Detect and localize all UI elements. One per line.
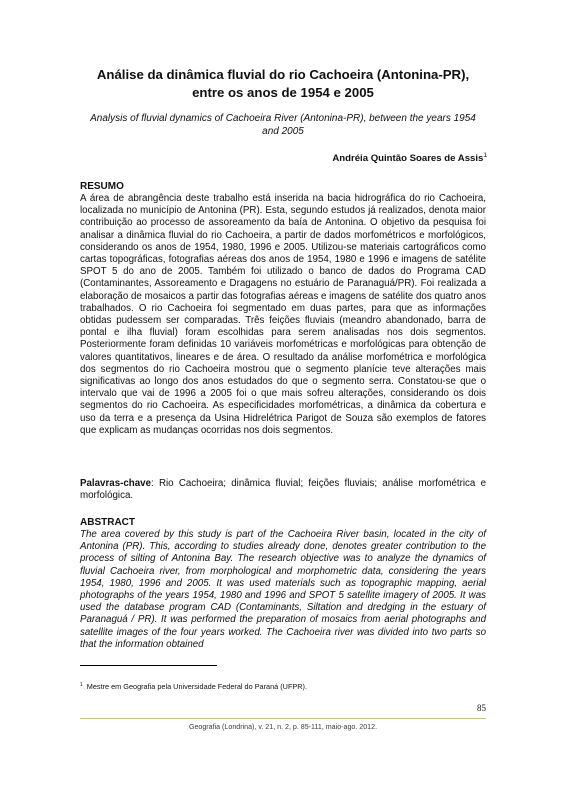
page-number: 85 <box>477 703 486 713</box>
journal-citation-footer: Geografia (Londrina), v. 21, n. 2, p. 85-111, maio-ago. 2012. <box>188 723 378 731</box>
article-title-line2: entre os anos de 1954 e 2005 <box>192 85 374 100</box>
footer-divider <box>80 718 486 719</box>
abstract-heading: ABSTRACT <box>80 517 135 528</box>
abstract-text: The area covered by this study is part of the Cachoeira River basin, located in the city of Antonina (PR). This, according to studies already done, denotes greater contribution to the process of silting of Antonina Bay. The research objective was to analyze the dynamics of fluvial Cachoeira river, from morphological and morphometric data, considering the years 1954, 1980, 1996 and 2005. It was used materials such as topographic mapping, aerial photographs of the years 1954, 1980 and 1996 and SPOT 5 satellite imagery of 2005. It was used the database program CAD (Contaminants, Siltation and dredging in the estuary of Paranaguá / PR). It was performed the preparation of mosaics from aerial photographs and satellite images of the four years worked. The Cachoeira river was divided into two parts so that the information obtained <box>80 529 486 650</box>
keywords-section <box>80 478 486 502</box>
article-title-line1: Análise da dinâmica fluvial do rio Cachoeira (Antonina-PR), <box>96 67 470 82</box>
resumo-heading: RESUMO <box>80 181 124 192</box>
resumo-section <box>80 181 486 437</box>
keywords-label: Palavras-chave <box>80 478 152 489</box>
author-footnote-mark: 1 <box>483 152 487 159</box>
footnote-divider <box>80 665 217 666</box>
article-subtitle <box>80 112 486 138</box>
resumo-text: A área de abrangência deste trabalho está inserida na bacia hidrográfica do rio Cachoeira, localizada no município de Antonina (PR). Esta, segundo estudos já realizados, denota maior contribuição ao processo de assoreamento da baía de Antonina. O objetivo da pesquisa foi analisar a dinâmica fluvial do rio Cachoeira, a partir de dados morfométricos e morfológicos, considerando os anos de 1954, 1980, 1996 e 2005. Utilizou-se materiais cartográficos como cartas topográficas, fotografias aéreas dos anos de 1954, 1980 e 1996 e imagens de satélite SPOT 5 do ano de 2005. Também foi utilizado o banco de dados do Programa CAD (Contaminantes, Assoreamento e Dragagens no estuário de Paranaguá/PR). Foi realizada a elaboração de mosaicos a partir das fotografias aéreas e imagens de satélite dos quatro anos trabalhados. O rio Cachoeira foi segmentado em duas partes, para que as informações obtidas pudessem ser comparadas. Três feições fluviais (meandro abandonado, barra de pontal e ilha fluvial) foram escolhidas para serem analisadas nos dois segmentos. Posteriormente foram definidas 10 variáveis morfométricas e morfológicas para obtenção de valores quantitativos, lineares e de área. O resultado da análise morfométrica e morfológica dos segmentos do rio Cachoeira mostrou que o segmento planície teve alterações mais significativas ao longo dos anos estudados do que o segmento serra. Constatou-se que o intervalo que vai de 1996 a 2005 foi o que mais sofreu alterações, considerando os dois segmentos do rio Cachoeira. As especificidades morfométricas, a dinâmica da cobertura e uso da terra e a presença da Usina Hidrelétrica Parigot de Souza são exemplos de fatores que explicam as mudanças ocorridas nos dois segmentos. <box>80 193 486 436</box>
article-subtitle-line2: and 2005 <box>262 126 304 137</box>
abstract-section <box>80 517 486 651</box>
article-title <box>60 66 506 102</box>
keywords-paragraph <box>80 478 486 502</box>
article-subtitle-line1: Analysis of fluvial dynamics of Cachoeira River (Antonina-PR), between the years 1954 <box>90 113 476 124</box>
footnote <box>80 680 486 692</box>
footnote-mark: 1 <box>80 682 83 688</box>
keywords-text: : Rio Cachoeira; dinâmica fluvial; feições fluviais; análise morfométrica e morfológica. <box>80 478 486 502</box>
author-name-text: Andréia Quintão Soares de Assis <box>332 153 484 164</box>
author-name <box>332 150 487 165</box>
footnote-text: Mestre em Geografia pela Universidade Federal do Paraná (UFPR). <box>86 682 308 691</box>
